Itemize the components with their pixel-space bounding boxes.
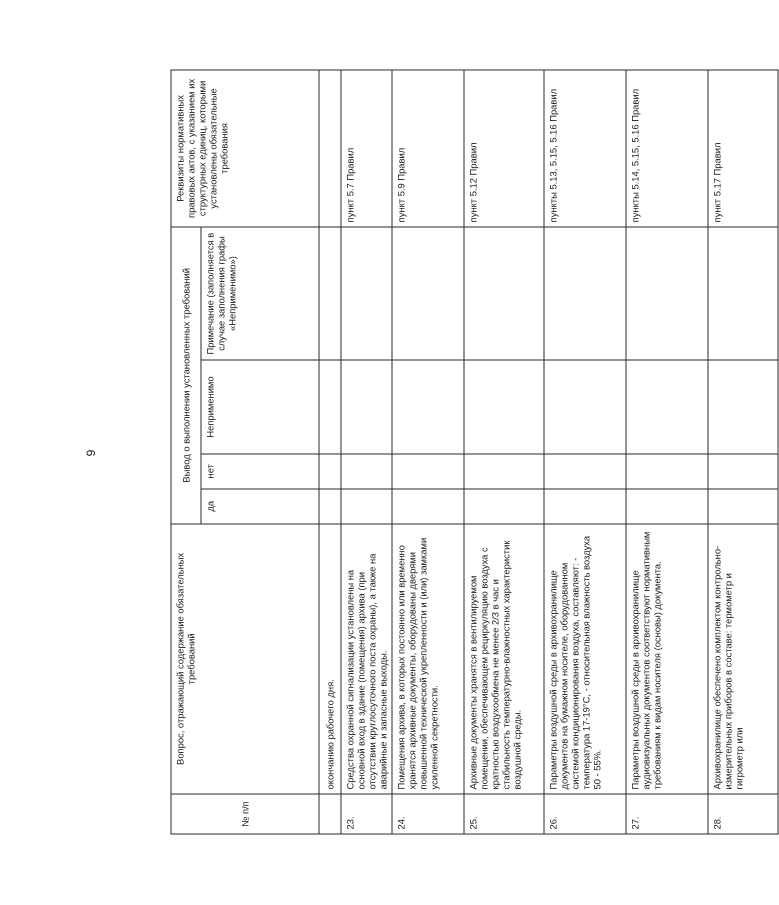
header-question: Вопрос, отражающий содержание обязательных требований [171,524,319,794]
cell-question: Средства охранной сигнализации установлены на основной вход в здание (помещения) архива (при отсутствии круглосуточного поста охраны), а также на аварийные и запасные выходы. [341,524,392,794]
cell-requisite: пункт 5.9 Правил [392,70,464,227]
table-row [392,70,464,834]
cell-num [319,794,341,834]
table-row [341,70,392,834]
requirements-table-sheet [171,70,745,835]
header-requisites: Реквизиты нормативных правовых актов, с указанием их структурных единиц, которыми установлены обязательные требования [171,70,319,227]
cell-yes [708,489,778,524]
table-row [319,70,341,834]
table-row [708,70,778,834]
table-row [464,70,544,834]
cell-no [341,454,392,489]
cell-num: 27. [626,794,708,834]
header-conclusion: Вывод о выполнении установленных требований [171,227,201,524]
cell-question: Архивохранилище обеспечено комплектом контрольно-измерительных приборов в составе: термометр и гигрометр или [708,524,778,794]
cell-note [544,227,626,360]
cell-yes [319,489,341,524]
header-note: Примечание (заполняется в случае заполнения графы «Неприменимо») [201,227,319,360]
cell-question: Параметры воздушной среды в архивохранилище документов на бумажном носителе, оборудованном системой кондиционирования воздуха, составляют: - температура 17-19°С, - относительная влажность воздуха 50 - 55%. [544,524,626,794]
cell-question: Параметры воздушной среды в архивохранилище аудиовизуальных документов соответствуют нормативным требованиям к видам носителя (основы) документа. [626,524,708,794]
cell-requisite: пункт 5.7 Правил [341,70,392,227]
cell-yes [464,489,544,524]
cell-na [708,360,778,453]
cell-question: Помещения архива, в которых постоянно или временно хранятся архивные документы, оборудованы дверями повышенной технической укрепленности и (или) замками усиленной секретности. [392,524,464,794]
cell-no [544,454,626,489]
table-row [626,70,708,834]
table-row [544,70,626,834]
cell-note [708,227,778,360]
cell-num: 28. [708,794,778,834]
cell-note [392,227,464,360]
cell-note [341,227,392,360]
header-num: № п/п [171,794,319,834]
cell-num: 26. [544,794,626,834]
cell-yes [544,489,626,524]
cell-num: 25. [464,794,544,834]
cell-no [708,454,778,489]
cell-note [464,227,544,360]
cell-na [319,360,341,453]
header-na: Неприменимо [201,360,319,453]
cell-requisite [319,70,341,227]
cell-note [319,227,341,360]
cell-na [544,360,626,453]
requirements-table [171,70,779,835]
cell-na [626,360,708,453]
cell-requisite: пункты 5.13, 5.15, 5.16 Правил [544,70,626,227]
cell-question: Архивные документы хранятся в вентилируемом помещении, обеспечивающем рециркуляцию воздуха с кратностью воздухообмена не менее 2/3 в час и стабильность температурно-влажностных характеристик воздушной среды. [464,524,544,794]
header-yes: да [201,489,319,524]
cell-num: 24. [392,794,464,834]
cell-no [392,454,464,489]
header-no: нет [201,454,319,489]
cell-no [319,454,341,489]
cell-yes [392,489,464,524]
cell-num: 23. [341,794,392,834]
cell-yes [626,489,708,524]
cell-requisite: пункт 5.17 Правил [708,70,778,227]
cell-na [392,360,464,453]
cell-note [626,227,708,360]
cell-requisite: пункт 5.12 Правил [464,70,544,227]
cell-na [341,360,392,453]
cell-yes [341,489,392,524]
cell-no [464,454,544,489]
cell-no [626,454,708,489]
cell-question: окончанию рабочего дня. [319,524,341,794]
page-number: 9 [84,449,98,457]
cell-requisite: пункты 5.14, 5.15, 5.16 Правил [626,70,708,227]
cell-na [464,360,544,453]
